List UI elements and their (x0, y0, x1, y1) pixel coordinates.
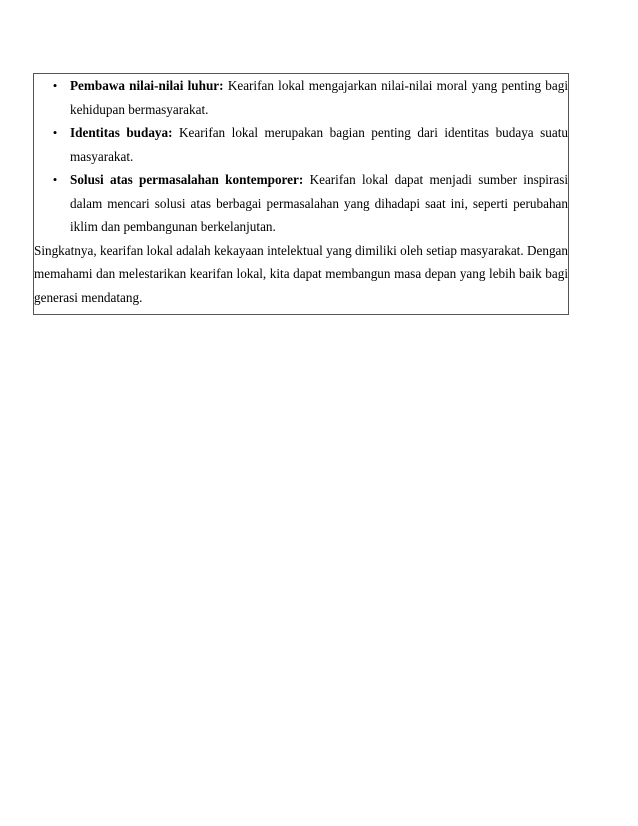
bullet-item-values (34, 74, 568, 121)
bullet-title: Solusi atas permasalahan kontemporer: (70, 172, 304, 187)
text-frame (33, 73, 569, 315)
bullet-title: Identitas budaya: (70, 125, 173, 140)
bullet-dot-icon: • (52, 125, 58, 140)
bullet-body: Kearifan lokal dapat menjadi sumber inspirasi dalam mencari solusi atas berbagai permasalahan yang dihadapi saat ini, seperti perubahan iklim dan pembangunan berkelanjutan. (70, 172, 569, 234)
bullet-text (70, 121, 568, 168)
bullet-list (34, 74, 568, 239)
bullet-body: Kearifan lokal mengajarkan nilai-nilai moral yang penting bagi kehidupan bermasyarakat. (70, 78, 568, 117)
bullet-item-solutions (34, 168, 568, 239)
bullet-dot-icon: • (52, 78, 58, 93)
bullet-text (70, 74, 568, 121)
bullet-dot-icon: • (52, 172, 58, 187)
bullet-title: Pembawa nilai-nilai luhur: (70, 78, 224, 93)
summary-paragraph: Singkatnya, kearifan lokal adalah kekayaan intelektual yang dimiliki oleh setiap masyarakat. Dengan memahami dan melestarikan kearifan lokal, kita dapat membangun masa depan yang lebih baik bagi generasi mendatang. (34, 242, 568, 305)
bullet-body: Kearifan lokal merupakan bagian penting dari identitas budaya suatu masyarakat. (70, 125, 568, 164)
bullet-item-identity (34, 121, 568, 168)
bullet-text (70, 168, 568, 239)
